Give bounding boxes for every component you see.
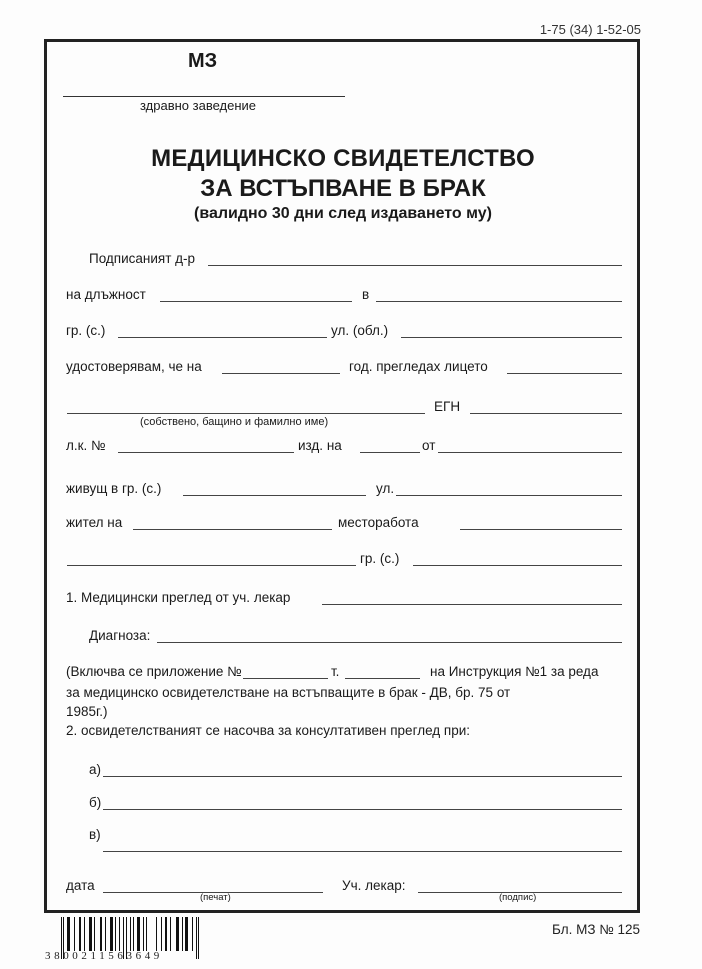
position-field[interactable] (160, 301, 352, 302)
row-sub-c (0, 827, 702, 847)
living-in-label: живущ в гр. (с.) (66, 481, 162, 496)
in-label: в (362, 287, 370, 302)
living-city-field[interactable] (183, 495, 366, 496)
row-exam-item1 (0, 590, 702, 610)
barcode-bar (79, 917, 81, 951)
appendix-t-label: т. (331, 664, 340, 679)
row-diagnosis (0, 628, 702, 648)
street-label: ул. (376, 481, 395, 496)
certify-label: удостоверявам, че на (66, 359, 202, 374)
row-workplace-city (0, 551, 702, 571)
document-title-line2: ЗА ВСТЪПВАНЕ В БРАК (200, 175, 486, 202)
document-title-line1: МЕДИЦИНСКО СВИДЕТЕЛСТВО (151, 145, 535, 172)
city2-label: гр. (с.) (360, 551, 400, 566)
appendix-line2: за медицинско освидетелстване на встъпващите в брак - ДВ, бр. 75 от (66, 685, 511, 700)
barcode-bar (156, 917, 157, 951)
row-appendix (0, 664, 702, 684)
person-field[interactable] (507, 373, 622, 374)
barcode-bar (198, 917, 199, 959)
resident-of-field[interactable] (133, 529, 332, 530)
barcode-bar (137, 917, 140, 951)
barcode-bar (192, 917, 193, 951)
barcode-bar (170, 917, 171, 951)
full-name-caption: (собствено, бащино и фамилно име) (140, 416, 329, 428)
from-label: от (422, 438, 436, 453)
document-subtitle: (валидно 30 дни след издаването му) (194, 205, 492, 222)
signature-caption: (подпис) (499, 892, 537, 903)
appendix-line3: 1985г.) (66, 704, 108, 719)
position-label: на длъжност (66, 287, 146, 302)
appendix-number-field[interactable] (243, 678, 328, 679)
row-full-name (0, 399, 702, 419)
barcode-bar (182, 917, 183, 951)
barcode-bar (94, 917, 95, 951)
barcode-bar (110, 917, 113, 951)
exam-item1-label: 1. Медицински преглед от уч. лекар (66, 590, 291, 605)
diagnosis-field[interactable] (157, 642, 622, 643)
sub-a-field[interactable] (103, 776, 622, 777)
row-sub-b (0, 795, 702, 815)
barcode-bar (119, 917, 120, 951)
signed-doctor-field[interactable] (208, 265, 622, 266)
issued-date-field[interactable] (438, 452, 622, 453)
organization-abbr: МЗ (188, 50, 218, 72)
sub-b-label: б) (89, 795, 102, 810)
barcode-bar (165, 917, 167, 951)
signed-doctor-label: Подписаният д-р (89, 251, 196, 266)
appendix-item-field[interactable] (345, 678, 420, 679)
stamp-caption: (печат) (200, 892, 231, 903)
row-signature (0, 878, 702, 898)
barcode-bar (133, 917, 134, 951)
barcode-bar (89, 917, 92, 951)
barcode-digits: 3800211563649 (45, 950, 163, 962)
full-name-field[interactable] (67, 413, 425, 414)
health-institution-caption: здравно заведение (140, 98, 257, 113)
exam-date-field[interactable] (222, 373, 340, 374)
sub-c-field[interactable] (103, 851, 622, 852)
city-field[interactable] (118, 337, 327, 338)
sub-c-label: в) (89, 827, 101, 842)
street-field[interactable] (396, 495, 622, 496)
city-label: гр. (с.) (66, 323, 106, 338)
exam-item2-label: 2. освидетелстваният се насочва за консултативен преглед при: (66, 723, 471, 738)
egn-label: ЕГН (434, 399, 461, 414)
row-resident (0, 515, 702, 535)
institution-field[interactable] (376, 301, 622, 302)
barcode-bar (115, 917, 116, 951)
barcode-bar (196, 917, 197, 959)
workplace-address-field[interactable] (67, 565, 356, 566)
egn-field[interactable] (470, 413, 622, 414)
barcode-bar (84, 917, 85, 951)
barcode (45, 917, 210, 962)
issued-by-field[interactable] (360, 452, 420, 453)
barcode-bar (176, 917, 179, 951)
resident-of-label: жител на (66, 515, 123, 530)
barcode-bar (146, 917, 147, 951)
id-card-field[interactable] (118, 452, 294, 453)
sub-b-field[interactable] (103, 809, 622, 810)
barcode-bar (130, 917, 131, 951)
barcode-bar (105, 917, 106, 951)
sub-a-label: а) (89, 762, 102, 777)
barcode-bar (100, 917, 102, 951)
row-position (0, 287, 702, 307)
barcode-bar (161, 917, 162, 951)
barcode-bar (143, 917, 144, 951)
year-examined-label: год. прегледах лицето (349, 359, 488, 374)
appendix-label: (Включва се приложение № (66, 664, 242, 679)
street-region-label: ул. (обл.) (331, 323, 389, 338)
row-certify (0, 359, 702, 379)
date-label: дата (66, 878, 95, 893)
row-living-in (0, 481, 702, 501)
workplace-city-field[interactable] (413, 565, 622, 566)
barcode-bar (74, 917, 75, 951)
workplace-field[interactable] (460, 529, 622, 530)
appendix-instruction-label: на Инструкция №1 за реда (430, 664, 599, 679)
row-signed-doctor (0, 251, 702, 271)
form-number: Бл. МЗ № 125 (552, 922, 640, 937)
id-card-label: л.к. № (66, 438, 106, 453)
street-region-field[interactable] (401, 337, 622, 338)
workplace-label: месторабота (338, 515, 419, 530)
row-city (0, 323, 702, 343)
diagnosis-label: Диагноза: (89, 628, 151, 643)
barcode-bar (67, 917, 70, 951)
row-sub-a (0, 762, 702, 782)
issued-by-label: изд. на (298, 438, 342, 453)
exam-doctor-field[interactable] (322, 604, 622, 605)
health-institution-field[interactable] (63, 96, 345, 97)
barcode-bar (185, 917, 188, 951)
doctor-label: Уч. лекар: (342, 878, 406, 893)
form-code: 1-75 (34) 1-52-05 (539, 22, 641, 37)
row-id-card (0, 438, 702, 458)
